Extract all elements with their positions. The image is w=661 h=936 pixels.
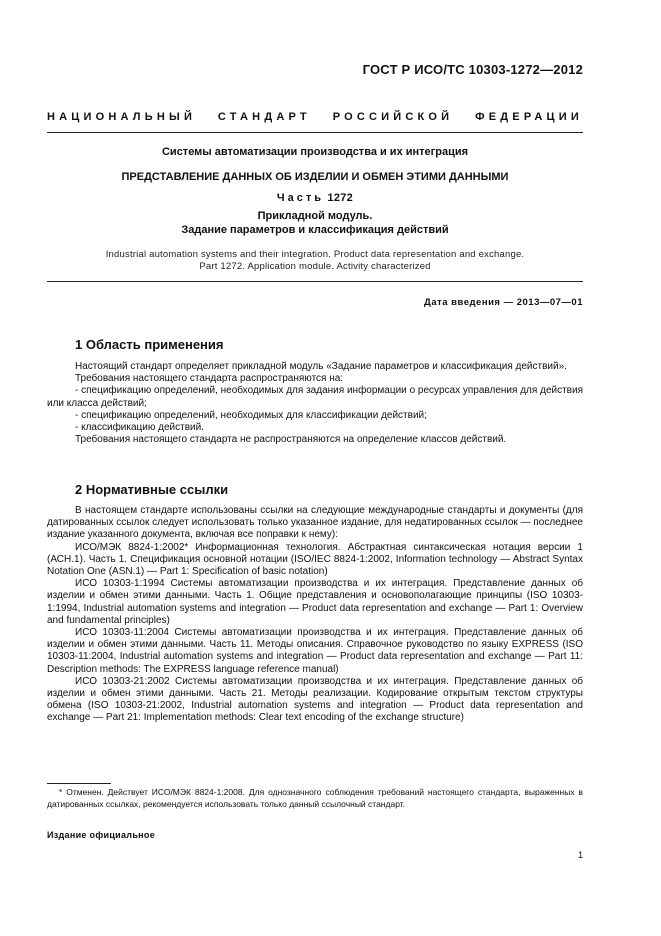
edition-label: Издание официальное — [47, 830, 156, 840]
list-item: - классификацию действий. — [75, 422, 204, 434]
module-title — [47, 209, 583, 237]
reference-item: ИСО 10303-1:1994 Системы автоматизации производства и их интеграция. Представление данных об изделии и обмен этими данными. Часть 1. Общие представления и основополагающие принципы (ISO 10303-1:1994, Industrial automation systems and integration — Product data representation and exchange — Part 1: Overview and fundamental principles) — [47, 578, 583, 626]
reference-item: ИСО 10303-21:2002 Системы автоматизации производства и их интеграция. Представление данных об изделии и обмен этими данными. Часть 21. Методы реализации. Кодирование открытым текстом структуры обмена (ISO 10303-21:2002, Industrial automation systems and integration — Product data representation and exchange — Part 21: Implementation methods: Clear text encoding of the exchange structure) — [47, 675, 583, 724]
english-title-line2: Part 1272. Application module. Activity characterized — [199, 261, 431, 272]
systems-title: Системы автоматизации производства и их интеграция — [161, 146, 469, 158]
paragraph: Настоящий стандарт определяет прикладной модуль «Задание параметров и классификация действий». — [75, 361, 567, 372]
title-divider — [47, 281, 583, 282]
english-title-line1: Industrial automation systems and their integration. Product data representation and exchange. — [105, 249, 525, 260]
english-title — [47, 249, 583, 273]
footnote-divider — [47, 783, 111, 784]
standard-code: ГОСТ Р ИСО/ТС 10303-1272—2012 — [362, 62, 583, 77]
list-item: - спецификацию определений, необходимых для классификации действий; — [75, 409, 427, 421]
top-divider — [47, 132, 583, 133]
part-word: Часть — [276, 192, 325, 204]
paragraph: Требования настоящего стандарта распространяются на: — [75, 373, 344, 385]
paragraph: Требования настоящего стандарта не распространяются на определение классов действий. — [75, 434, 507, 446]
module-title-line2: Задание параметров и классификация действий — [181, 224, 449, 236]
reference-item: ИСО/МЭК 8824-1:2002* Информационная технология. Абстрактная синтаксическая нотация версии 1 (АСН.1). Часть 1. Спецификация основной нотации (ISO/IEC 8824-1:2002, Information technology — Abstract Syntax Notation One (ASN.1) — Part 1: Specification of basic notation) — [47, 541, 583, 578]
page-number: 1 — [577, 850, 583, 860]
part-line — [47, 192, 583, 204]
paragraph: В настоящем стандарте использованы ссылки на следующие международные стандарты и документы (для датированных ссылок следует использовать только указанное издание, для недатированных ссылок — последнее издание указанного документа, включая все поправки к нему): — [47, 505, 583, 541]
national-standard-banner: НАЦИОНАЛЬНЫЙ СТАНДАРТ РОССИЙСКОЙ ФЕДЕРАЦИИ — [47, 111, 583, 123]
section-2-heading: 2 Нормативные ссылки — [75, 482, 229, 497]
reference-item: ИСО 10303-11:2004 Системы автоматизации производства и их интеграция. Представление данных об изделии и обмен этими данными. Часть 11. Методы описания. Справочное руководство по языку EXPRESS (ISO 10303-11:2004, Industrial automation systems and integration — Product data representation and exchange — Part 11: Description methods: The EXPRESS language reference manual) — [47, 627, 583, 675]
main-title: ПРЕДСТАВЛЕНИЕ ДАННЫХ ОБ ИЗДЕЛИИ И ОБМЕН ЭТИМИ ДАННЫМИ — [121, 171, 509, 183]
part-number: 1272 — [327, 192, 354, 204]
list-item: - спецификацию определений, необходимых для задания информации о ресурсах управления для действия или класса действий; — [47, 385, 583, 409]
footnote: * Отменен. Действует ИСО/МЭК 8824-1:2008. Для однозначного соблюдения требований настоящего стандарта, выраженных в датированных ссылках, рекомендуется использовать только данный ссылочный стандарт. — [47, 787, 583, 809]
module-title-line1: Прикладной модуль. — [257, 210, 373, 222]
section-2-body — [47, 505, 583, 725]
intro-date: Дата введения — 2013—07—01 — [424, 297, 583, 308]
section-1-body — [47, 361, 583, 446]
section-1-heading: 1 Область применения — [75, 337, 224, 352]
